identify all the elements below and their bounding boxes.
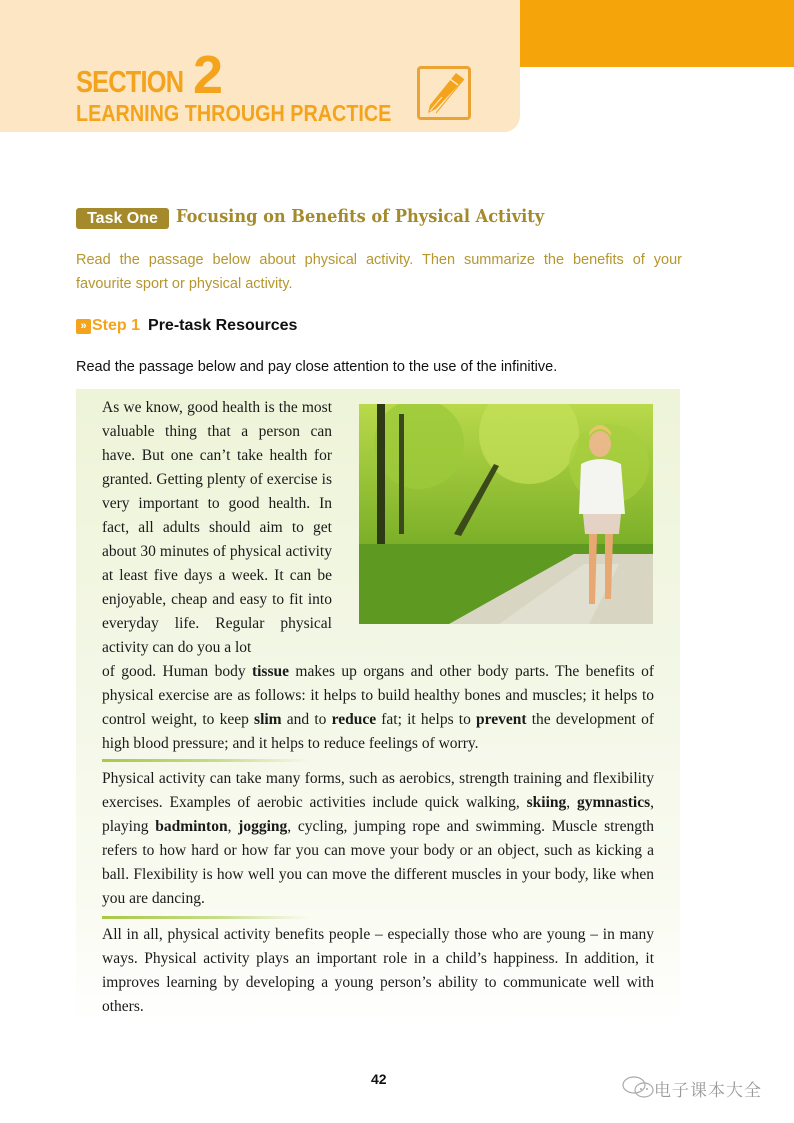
text-run: ,: [227, 818, 239, 835]
jogging-photo: [359, 404, 653, 624]
step-label: Step 1: [92, 317, 141, 334]
section-number: 2: [193, 45, 224, 105]
section-subtitle: LEARNING THROUGH PRACTICE: [76, 100, 392, 126]
pen-nib-icon: [417, 66, 471, 120]
vocab-word: gymnastics: [576, 794, 651, 811]
text-run: the development of high blood pressure; and it helps to reduce feelings of worry.: [102, 711, 655, 752]
task-description: Read the passage below about physical activity. Then summarize the benefits of your favourite sport or physical activity.: [76, 252, 682, 292]
watermark-text: 电子课本大全: [654, 1081, 762, 1100]
double-chevron-right-icon: »: [76, 319, 91, 334]
text-run: Physical activity can take many forms, such as aerobics, strength training and flexibility exercises. Examples of aerobic activities include quick walking,: [102, 770, 654, 811]
step-title: Pre-task Resources: [148, 317, 298, 334]
step-heading: [76, 317, 297, 335]
vocab-word: badminton: [155, 818, 228, 835]
page-number: 42: [371, 1071, 387, 1087]
header-accent-bar: [520, 0, 794, 67]
text-run: , playing: [102, 794, 655, 835]
text-run: ,: [566, 794, 577, 811]
reading-instruction: Read the passage below and pay close attention to the use of the infinitive.: [76, 359, 558, 375]
vocab-word: tissue: [251, 663, 289, 680]
vocab-word: reduce: [331, 711, 377, 728]
vocab-word: skiing: [526, 794, 567, 811]
text-run: and to: [281, 711, 332, 728]
text-run: of good. Human body: [102, 663, 252, 680]
passage-paragraph-2: [102, 767, 654, 911]
task-badge: Task One: [76, 208, 169, 229]
task-title: Focusing on Benefits of Physical Activity: [176, 206, 545, 227]
paragraph-divider: [102, 916, 310, 919]
paragraph-divider: [102, 759, 310, 762]
text-run: , cycling, jumping rope and swimming. Muscle strength refers to how hard or how far you can move your body or an object, such as kicking a ball. Flexibility is how well you can move the different muscles in your body, like when you are dancing.: [102, 818, 655, 907]
vocab-word: jogging: [238, 818, 288, 835]
vocab-word: prevent: [476, 711, 527, 728]
text-run: fat; it helps to: [376, 711, 477, 728]
passage-paragraph-1-continued: [102, 660, 654, 756]
passage-paragraph-3: All in all, physical activity benefits people – especially those who are young – in many ways. Physical activity plays an important role in a child’s happiness. In addition, it improves learning by developing a young person’s ability to communicate well with others.: [102, 926, 654, 1015]
text-run: makes up organs and other body parts. The benefits of physical exercise are as follows: it helps to build healthy bones and muscles; it helps to control weight, to keep: [102, 663, 654, 728]
vocab-word: slim: [254, 711, 282, 728]
passage-paragraph-1-intro: As we know, good health is the most valuable thing that a person can have. But one can’t take health for granted. Getting plenty of exercise is very important to good health. In fact, all adults should aim to get about 30 minutes of physical activity at least five days a week. It can be enjoyable, cheap and easy to fit into everyday life. Regular physical activity can do you a lot: [102, 399, 332, 656]
section-word: SECTION: [76, 64, 184, 99]
